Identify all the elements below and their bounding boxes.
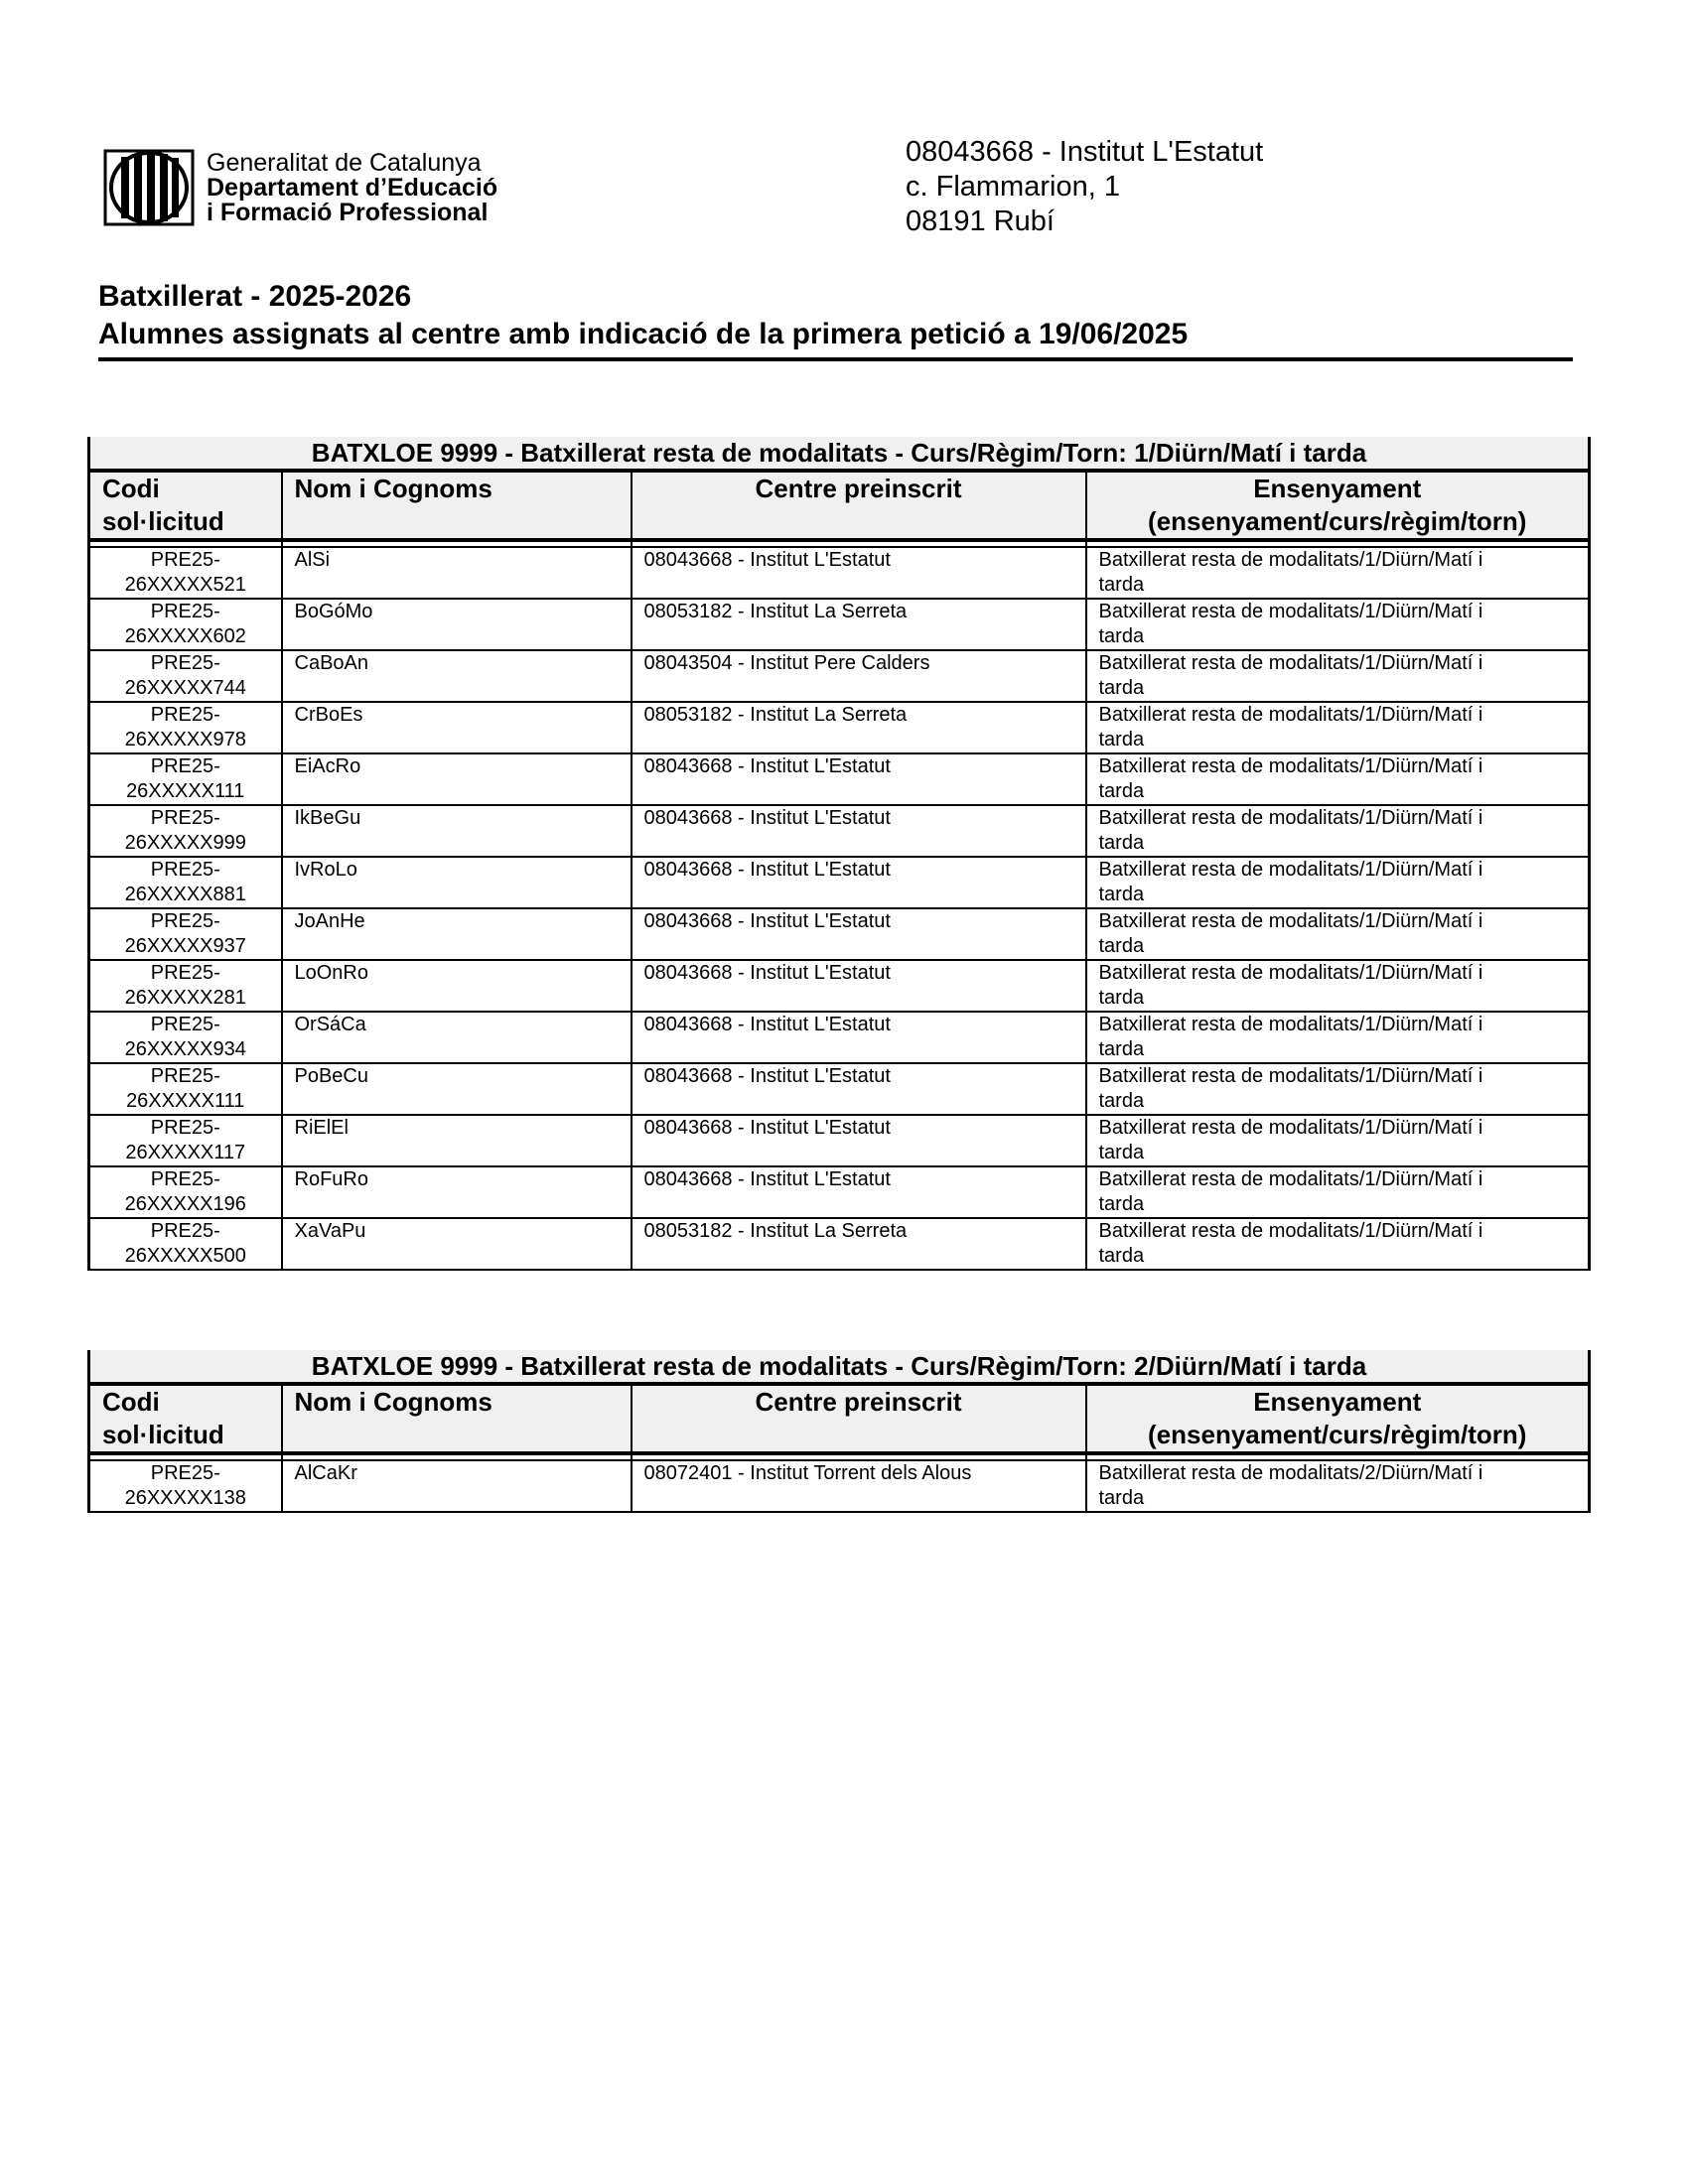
teaching [1086,1166,1590,1218]
teaching-line2: tarda [1098,1090,1145,1112]
table-row [89,1166,1590,1218]
teaching-line2: tarda [1098,1193,1145,1215]
request-code [89,1166,282,1218]
teaching [1086,1218,1590,1270]
preinscribed-centre: 08053182 - Institut La Serreta [632,1218,1086,1270]
preinscribed-centre: 08043668 - Institut L'Estatut [632,1012,1086,1063]
teaching-line1: Batxillerat resta de modalitats/1/Diürn/Matí i [1098,704,1483,726]
teaching-line2: tarda [1098,1038,1145,1060]
column-header-teaching-line1: Ensenyament [1253,474,1422,503]
request-code-part2: 26XXXXX881 [124,884,246,905]
request-code-part2: 26XXXXX196 [124,1193,246,1215]
request-code-part2: 26XXXXX521 [124,574,246,596]
request-code [89,908,282,960]
request-code-part2: 26XXXXX117 [125,1142,246,1163]
request-code-part1: PRE25- [150,652,220,674]
table-row [89,1012,1590,1063]
student-name: IvRoLo [282,857,632,908]
preinscribed-centre: 08072401 - Institut Torrent dels Alous [632,1460,1086,1512]
teaching [1086,1012,1590,1063]
table-row [89,960,1590,1012]
teaching-line2: tarda [1098,780,1145,802]
generalitat-logo [103,149,497,226]
teaching-line1: Batxillerat resta de modalitats/1/Diürn/Matí i [1098,755,1483,777]
request-code [89,805,282,857]
table-row [89,702,1590,753]
students-table [87,437,1591,1271]
teaching-line2: tarda [1098,1142,1145,1163]
student-name: BoGóMo [282,599,632,650]
request-code [89,650,282,702]
teaching-line2: tarda [1098,987,1145,1009]
request-code-part2: 26XXXXX937 [124,935,246,957]
request-code [89,857,282,908]
column-header-code-line1: Codi [102,474,160,503]
preinscribed-centre: 08043668 - Institut L'Estatut [632,960,1086,1012]
centre-street: c. Flammarion, 1 [906,171,1120,203]
centre-city: 08191 Rubí [906,205,1055,237]
column-header-code-line2: sol·licitud [102,506,224,536]
student-name: RiElEl [282,1115,632,1166]
spacer-row [89,540,1590,547]
table-row [89,753,1590,805]
teaching [1086,960,1590,1012]
column-header-teaching-line2: (ensenyament/curs/règim/torn) [1148,1420,1527,1449]
table-row [89,650,1590,702]
teaching-line2: tarda [1098,625,1145,647]
teaching-line2: tarda [1098,884,1145,905]
column-header-name: Nom i Cognoms [282,471,632,540]
request-code-part2: 26XXXXX138 [124,1487,246,1509]
teaching-line1: Batxillerat resta de modalitats/1/Diürn/Matí i [1098,859,1483,881]
teaching-line2: tarda [1098,574,1145,596]
teaching-line1: Batxillerat resta de modalitats/1/Diürn/Matí i [1098,910,1483,932]
column-header-teaching [1086,471,1590,540]
teaching-line2: tarda [1098,1245,1145,1267]
request-code [89,1115,282,1166]
request-code [89,702,282,753]
centre-address [906,135,1263,239]
teaching-line1: Batxillerat resta de modalitats/1/Diürn/Matí i [1098,1220,1483,1242]
request-code-part1: PRE25- [150,962,220,984]
teaching-line1: Batxillerat resta de modalitats/1/Diürn/Matí i [1098,652,1483,674]
column-header-centre: Centre preinscrit [632,1384,1086,1453]
column-header-name: Nom i Cognoms [282,1384,632,1453]
teaching [1086,1460,1590,1512]
request-code-part1: PRE25- [150,910,220,932]
students-table [87,1350,1591,1513]
preinscribed-centre: 08043504 - Institut Pere Calders [632,650,1086,702]
preinscribed-centre: 08053182 - Institut La Serreta [632,599,1086,650]
request-code-part2: 26XXXXX744 [124,677,246,699]
title-line-1: Batxillerat - 2025-2026 [98,280,412,313]
teaching-line1: Batxillerat resta de modalitats/1/Diürn/Matí i [1098,1117,1483,1139]
teaching [1086,702,1590,753]
request-code-part1: PRE25- [150,859,220,881]
table-row [89,599,1590,650]
teaching-line1: Batxillerat resta de modalitats/1/Diürn/Matí i [1098,601,1483,622]
teaching [1086,753,1590,805]
request-code-part1: PRE25- [150,1014,220,1035]
request-code-part1: PRE25- [150,549,220,571]
column-header-code-line2: sol·licitud [102,1420,224,1449]
table-row [89,805,1590,857]
section-header: BATXLOE 9999 - Batxillerat resta de modalitats - Curs/Règim/Torn: 2/Diürn/Matí i tarda [89,1350,1590,1384]
section-header: BATXLOE 9999 - Batxillerat resta de modalitats - Curs/Règim/Torn: 1/Diürn/Matí i tarda [89,437,1590,471]
preinscribed-centre: 08043668 - Institut L'Estatut [632,1063,1086,1115]
logo-line-1: Generalitat de Catalunya [207,148,482,177]
column-header-teaching-line2: (ensenyament/curs/règim/torn) [1148,506,1527,536]
student-name: RoFuRo [282,1166,632,1218]
table-row [89,547,1590,599]
teaching [1086,650,1590,702]
request-code [89,1063,282,1115]
request-code [89,599,282,650]
request-code-part1: PRE25- [150,1462,220,1484]
request-code [89,753,282,805]
table-row [89,1115,1590,1166]
request-code-part1: PRE25- [150,704,220,726]
request-code-part1: PRE25- [150,807,220,829]
teaching-line2: tarda [1098,832,1145,854]
teaching-line1: Batxillerat resta de modalitats/1/Diürn/Matí i [1098,1014,1483,1035]
student-name: XaVaPu [282,1218,632,1270]
teaching-line1: Batxillerat resta de modalitats/1/Diürn/Matí i [1098,1065,1483,1087]
table-row [89,1063,1590,1115]
preinscribed-centre: 08043668 - Institut L'Estatut [632,1115,1086,1166]
column-header-centre: Centre preinscrit [632,471,1086,540]
teaching [1086,1115,1590,1166]
teaching-line1: Batxillerat resta de modalitats/1/Diürn/Matí i [1098,807,1483,829]
table-row [89,1460,1590,1512]
table-row [89,1218,1590,1270]
catalan-seal-icon [103,149,195,226]
request-code-part2: 26XXXXX111 [126,1090,245,1112]
teaching-line1: Batxillerat resta de modalitats/1/Diürn/Matí i [1098,1168,1483,1190]
student-name: LoOnRo [282,960,632,1012]
student-name: AlSi [282,547,632,599]
preinscribed-centre: 08043668 - Institut L'Estatut [632,805,1086,857]
student-name: AlCaKr [282,1460,632,1512]
request-code-part2: 26XXXXX500 [124,1245,246,1267]
request-code-part1: PRE25- [150,1117,220,1139]
request-code-part1: PRE25- [150,601,220,622]
teaching-line2: tarda [1098,677,1145,699]
request-code [89,1460,282,1512]
column-header-teaching-line1: Ensenyament [1253,1387,1422,1417]
spacer-row [89,1453,1590,1460]
teaching-line2: tarda [1098,935,1145,957]
student-name: EiAcRo [282,753,632,805]
title-line-2: Alumnes assignats al centre amb indicació de la primera petició a 19/06/2025 [98,318,1189,350]
preinscribed-centre: 08043668 - Institut L'Estatut [632,547,1086,599]
request-code [89,960,282,1012]
teaching [1086,1063,1590,1115]
teaching [1086,599,1590,650]
request-code-part1: PRE25- [150,1168,220,1190]
teaching-line2: tarda [1098,1487,1145,1509]
preinscribed-centre: 08043668 - Institut L'Estatut [632,857,1086,908]
student-name: CaBoAn [282,650,632,702]
request-code-part1: PRE25- [150,755,220,777]
preinscribed-centre: 08043668 - Institut L'Estatut [632,753,1086,805]
teaching [1086,908,1590,960]
teaching-line2: tarda [1098,729,1145,751]
column-header-teaching [1086,1384,1590,1453]
table-row [89,908,1590,960]
teaching-line1: Batxillerat resta de modalitats/1/Diürn/Matí i [1098,549,1483,571]
preinscribed-centre: 08043668 - Institut L'Estatut [632,908,1086,960]
request-code [89,1012,282,1063]
preinscribed-centre: 08053182 - Institut La Serreta [632,702,1086,753]
column-header-code-line1: Codi [102,1387,160,1417]
teaching [1086,547,1590,599]
column-header-code [89,471,282,540]
student-name: IkBeGu [282,805,632,857]
request-code [89,1218,282,1270]
student-name: CrBoEs [282,702,632,753]
request-code-part2: 26XXXXX281 [124,987,246,1009]
request-code-part2: 26XXXXX602 [124,625,246,647]
logo-line-3: i Formació Professional [207,198,489,226]
request-code-part2: 26XXXXX999 [124,832,246,854]
table-row [89,857,1590,908]
teaching [1086,857,1590,908]
teaching-line1: Batxillerat resta de modalitats/2/Diürn/Matí i [1098,1462,1483,1484]
centre-name: 08043668 - Institut L'Estatut [906,136,1264,168]
logo-line-2: Departament d’Educació [207,173,498,202]
request-code-part1: PRE25- [150,1065,220,1087]
teaching [1086,805,1590,857]
request-code-part2: 26XXXXX978 [124,729,246,751]
request-code-part2: 26XXXXX111 [126,780,245,802]
request-code-part1: PRE25- [150,1220,220,1242]
student-name: OrSáCa [282,1012,632,1063]
document-title [98,278,1573,361]
student-name: PoBeCu [282,1063,632,1115]
request-code-part2: 26XXXXX934 [124,1038,246,1060]
column-header-code [89,1384,282,1453]
student-name: JoAnHe [282,908,632,960]
teaching-line1: Batxillerat resta de modalitats/1/Diürn/Matí i [1098,962,1483,984]
request-code [89,547,282,599]
preinscribed-centre: 08043668 - Institut L'Estatut [632,1166,1086,1218]
